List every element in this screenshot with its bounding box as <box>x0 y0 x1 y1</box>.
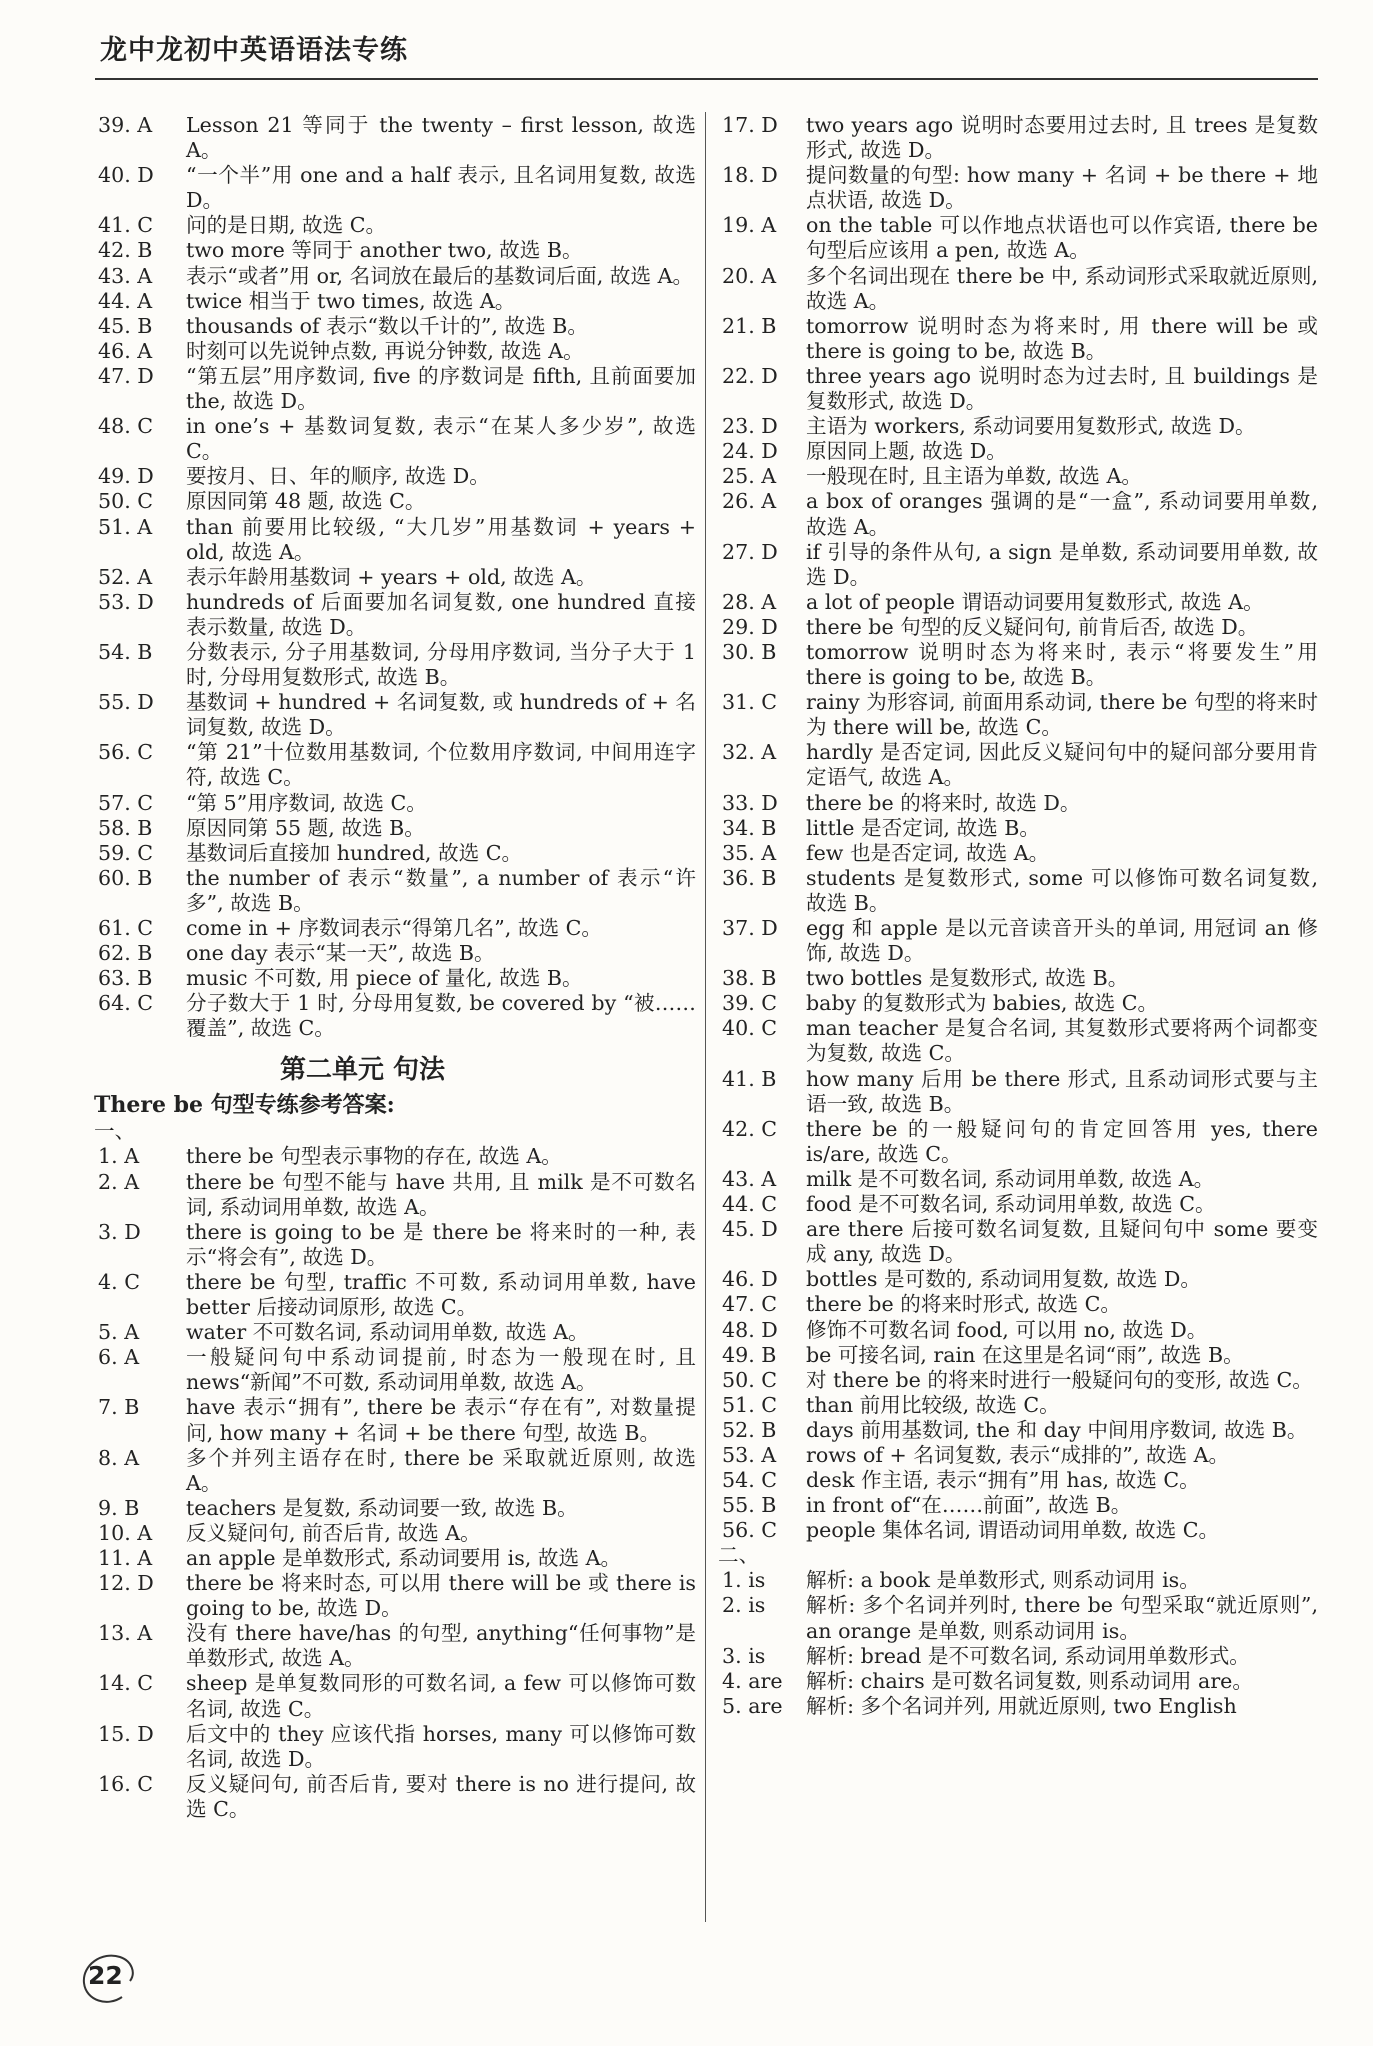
answer-number: 49. D <box>98 464 154 489</box>
answer-number: 45. D <box>722 1217 778 1242</box>
answer-item <box>722 1468 1318 1493</box>
answer-number: 62. B <box>98 941 153 966</box>
answer-number: 56. C <box>722 1518 778 1543</box>
answer-number: 33. D <box>722 790 778 815</box>
page-number: 22 <box>88 1961 123 1990</box>
answer-explanation: people 集体名词, 谓语动词用单数, 故选 C。 <box>806 1518 1220 1543</box>
answer-explanation: little 是否定词, 故选 B。 <box>806 815 1040 840</box>
answer-explanation: there be 句型, traffic 不可数, 系动词用单数, have better 后接动词原形, 故选 C。 <box>186 1269 696 1320</box>
answer-explanation: than 前用比较级, 故选 C。 <box>806 1392 1060 1417</box>
answer-explanation: 原因同第 55 题, 故选 B。 <box>186 815 425 840</box>
answer-number: 51. C <box>722 1392 778 1417</box>
answer-item <box>98 1144 696 1169</box>
answer-explanation: in front of“在……前面”, 故选 B。 <box>806 1493 1132 1518</box>
answer-number: 12. D <box>98 1571 154 1596</box>
answer-number: 60. B <box>98 865 153 890</box>
answer-item <box>722 1644 1318 1669</box>
answer-item <box>98 565 696 590</box>
answer-item <box>98 464 696 489</box>
answer-explanation: 解析: bread 是不可数名词, 系动词用单数形式。 <box>806 1643 1250 1668</box>
answer-number: 51. A <box>98 514 153 539</box>
answer-list-part-one <box>98 1144 696 1822</box>
book-title: 龙中龙初中英语语法专练 <box>100 35 408 66</box>
answer-explanation: rows of + 名词复数, 表示“成排的”, 故选 A。 <box>806 1442 1230 1467</box>
answer-number: 2. is <box>722 1593 766 1618</box>
answer-item <box>722 1217 1318 1267</box>
answer-number: 47. D <box>98 363 154 388</box>
answer-explanation: a box of oranges 强调的是“一盒”, 系动词要用单数, 故选 A。 <box>806 489 1318 539</box>
answer-list-part-two <box>722 1568 1318 1719</box>
answer-explanation: two bottles 是复数形式, 故选 B。 <box>806 966 1129 991</box>
answer-number: 29. D <box>722 614 778 639</box>
answer-explanation: rainy 为形容词, 前面用系动词, there be 句型的将来时为 there will be, 故选 C。 <box>806 690 1318 740</box>
answer-number: 31. C <box>722 690 778 715</box>
answer-number: 39. A <box>98 113 153 137</box>
answer-item <box>722 816 1318 841</box>
answer-item <box>722 1393 1318 1418</box>
answer-item <box>722 1518 1318 1543</box>
answer-item <box>98 1571 696 1621</box>
answer-number: 50. C <box>722 1367 778 1392</box>
answer-explanation: teachers 是复数, 系动词要一致, 故选 B。 <box>186 1495 578 1520</box>
answer-explanation: 分子数大于 1 时, 分母用复数, be covered by “被……覆盖”, 故选 C。 <box>186 991 696 1041</box>
answer-explanation: “第五层”用序数词, five 的序数词是 fifth, 且前面要加 the, 故选 D。 <box>186 363 696 414</box>
answer-number: 22. D <box>722 363 778 388</box>
answer-explanation: 问的是日期, 故选 C。 <box>186 213 387 238</box>
answer-explanation: sheep 是单复数同形的可数名词, a few 可以修饰可数名词, 故选 C。 <box>186 1671 696 1721</box>
answer-item <box>722 615 1318 640</box>
answer-number: 26. A <box>722 489 777 514</box>
answer-explanation: how many 后用 be there 形式, 且系动词形式要与主语一致, 故选 B。 <box>806 1066 1318 1116</box>
answer-number: 48. D <box>722 1317 778 1342</box>
answer-number: 54. B <box>98 639 153 664</box>
answer-explanation: 提问数量的句型: how many + 名词 + be there + 地点状语, 故选 D。 <box>806 163 1318 213</box>
answer-item <box>722 439 1318 464</box>
answer-item <box>98 213 696 238</box>
answer-item <box>98 740 696 790</box>
answer-number: 39. C <box>722 991 778 1016</box>
page-number-badge <box>80 1945 150 2009</box>
answer-number: 45. B <box>98 313 153 338</box>
answer-number: 38. B <box>722 966 777 991</box>
answer-item <box>722 916 1318 966</box>
answer-item <box>722 1568 1318 1593</box>
answer-explanation: 基数词后直接加 hundred, 故选 C。 <box>186 840 523 865</box>
answer-number: 43. A <box>722 1166 777 1191</box>
answer-item <box>722 414 1318 439</box>
answer-explanation: few 也是否定词, 故选 A。 <box>806 840 1050 865</box>
answer-item <box>722 590 1318 615</box>
answer-explanation: 原因同上题, 故选 D。 <box>806 439 1007 464</box>
answer-item <box>722 1267 1318 1292</box>
answer-item <box>98 1345 696 1395</box>
answer-explanation: if 引导的条件从句, a sign 是单数, 系动词要用单数, 故选 D。 <box>806 539 1318 589</box>
answer-explanation: 分数表示, 分子用基数词, 分母用序数词, 当分子大于 1 时, 分母用复数形式, 故选 B。 <box>186 639 696 690</box>
answer-explanation: 表示“或者”用 or, 名词放在最后的基数词后面, 故选 A。 <box>186 263 694 288</box>
answer-explanation: 多个名词出现在 there be 中, 系动词形式采取就近原则, 故选 A。 <box>806 263 1318 313</box>
answer-explanation: bottles 是可数的, 系动词用复数, 故选 D。 <box>806 1267 1201 1292</box>
answer-item <box>722 364 1318 414</box>
header-rule <box>95 78 1318 80</box>
answer-explanation: 多个并列主语存在时, there be 采取就近原则, 故选 A。 <box>186 1445 696 1495</box>
answer-explanation: thousands of 表示“数以千计的”, 故选 B。 <box>186 313 588 338</box>
answer-explanation: the number of 表示“数量”, a number of 表示“许多”, 故选 B。 <box>186 865 696 915</box>
answer-item <box>98 966 696 991</box>
answer-number: 53. D <box>98 589 154 614</box>
answer-number: 1. is <box>722 1568 766 1593</box>
answer-explanation: “一个半”用 one and a half 表示, 且名词用复数, 故选 D。 <box>186 163 696 213</box>
answer-explanation: there be 句型的反义疑问句, 前肯后否, 故选 D。 <box>806 614 1259 639</box>
answer-item <box>722 1593 1318 1643</box>
unit-title: 第二单元 句法 <box>280 1055 446 1086</box>
answer-explanation: 一般现在时, 且主语为单数, 故选 A。 <box>806 464 1142 489</box>
answer-item <box>98 916 696 941</box>
answer-explanation: 反义疑问句, 前否后肯, 故选 A。 <box>186 1520 481 1545</box>
answer-item <box>98 1395 696 1445</box>
answer-number: 61. C <box>98 916 154 940</box>
answer-explanation: days 前用基数词, the 和 day 中间用序数词, 故选 B。 <box>806 1417 1308 1442</box>
answer-item <box>98 1220 696 1270</box>
answer-item <box>722 1318 1318 1343</box>
answer-number: 11. A <box>98 1545 153 1570</box>
answer-item <box>722 1694 1318 1719</box>
answer-explanation: Lesson 21 等同于 the twenty – first lesson, 故选 A。 <box>186 113 696 163</box>
answer-number: 15. D <box>98 1721 154 1746</box>
section-subtitle: There be 句型专练参考答案: <box>94 1092 395 1119</box>
answer-item <box>722 113 1318 163</box>
answer-item <box>98 489 696 514</box>
answer-item <box>98 238 696 263</box>
answer-number: 13. A <box>98 1621 153 1646</box>
answer-item <box>722 1192 1318 1217</box>
answer-number: 1. A <box>98 1144 140 1169</box>
answer-item <box>722 1443 1318 1468</box>
answer-number: 47. C <box>722 1292 778 1317</box>
answer-item <box>722 163 1318 213</box>
answer-explanation: 解析: chairs 是可数名词复数, 则系动词用 are。 <box>806 1668 1253 1693</box>
answer-item <box>722 841 1318 866</box>
answer-number: 42. B <box>98 238 153 263</box>
answer-explanation: 基数词 + hundred + 名词复数, 或 hundreds of + 名词复数, 故选 D。 <box>186 690 696 740</box>
answer-item <box>722 1669 1318 1694</box>
answer-list-unit1 <box>98 113 696 1041</box>
answer-explanation: a lot of people 谓语动词要用复数形式, 故选 A。 <box>806 589 1264 614</box>
answer-item <box>722 314 1318 364</box>
answer-number: 49. B <box>722 1342 777 1367</box>
answer-number: 18. D <box>722 163 778 188</box>
answer-number: 58. B <box>98 815 153 840</box>
answer-number: 9. B <box>98 1495 140 1520</box>
answer-explanation: there be 句型不能与 have 共用, 且 milk 是不可数名词, 系动词用单数, 故选 A。 <box>186 1169 696 1219</box>
answer-explanation: tomorrow 说明时态为将来时, 用 there will be 或 there is going to be, 故选 B。 <box>806 313 1318 363</box>
answer-item <box>98 1671 696 1721</box>
answer-item <box>98 1270 696 1320</box>
answer-number: 63. B <box>98 966 153 991</box>
answer-item <box>722 1418 1318 1443</box>
answer-item <box>722 264 1318 314</box>
answer-explanation: are there 后接可数名词复数, 且疑问句中 some 要变成 any, 故选 D。 <box>806 1217 1318 1267</box>
answer-item <box>722 1167 1318 1192</box>
answer-explanation: 修饰不可数名词 food, 可以用 no, 故选 D。 <box>806 1317 1208 1342</box>
answer-item <box>98 791 696 816</box>
answer-explanation: tomorrow 说明时态为将来时, 表示“将要发生”用 there is going to be, 故选 B。 <box>806 639 1318 690</box>
answer-item <box>98 1446 696 1496</box>
answer-number: 41. C <box>98 213 154 238</box>
answer-explanation: “第 21”十位数用基数词, 个位数用序数词, 中间用连字符, 故选 C。 <box>186 740 696 790</box>
answer-item <box>98 590 696 640</box>
answer-item <box>722 991 1318 1016</box>
answer-number: 5. are <box>722 1693 783 1718</box>
answer-explanation: 要按月、日、年的顺序, 故选 D。 <box>186 464 490 489</box>
answer-number: 43. A <box>98 263 153 288</box>
answer-number: 14. C <box>98 1671 154 1696</box>
answer-item <box>98 991 696 1041</box>
answer-number: 40. D <box>98 163 154 188</box>
answer-explanation: have 表示“拥有”, there be 表示“存在有”, 对数量提问, how many + 名词 + be there 句型, 故选 B。 <box>186 1395 696 1445</box>
answer-explanation: food 是不可数名词, 系动词用单数, 故选 C。 <box>806 1192 1216 1217</box>
answer-item <box>98 339 696 364</box>
answer-number: 36. B <box>722 865 777 890</box>
answer-item <box>98 941 696 966</box>
answer-number: 32. A <box>722 740 777 765</box>
answer-item <box>722 690 1318 740</box>
answer-number: 54. C <box>722 1468 778 1493</box>
answer-item <box>98 289 696 314</box>
answer-explanation: three years ago 说明时态为过去时, 且 buildings 是复数形式, 故选 D。 <box>806 363 1318 414</box>
answer-number: 42. C <box>722 1116 778 1141</box>
answer-explanation: come in + 序数词表示“得第几名”, 故选 C。 <box>186 916 602 940</box>
answer-number: 24. D <box>722 439 778 464</box>
answer-explanation: hundreds of 后面要加名词复数, one hundred 直接表示数量, 故选 D。 <box>186 589 696 639</box>
answer-number: 59. C <box>98 840 154 865</box>
answer-explanation: there be 将来时态, 可以用 there will be 或 there is going to be, 故选 D。 <box>186 1571 696 1621</box>
answer-list-part-one-cont <box>722 113 1318 1543</box>
answer-item <box>98 1546 696 1571</box>
left-column <box>94 113 696 1822</box>
answer-explanation: 主语为 workers, 系动词要用复数形式, 故选 D。 <box>806 414 1256 439</box>
answer-explanation: students 是复数形式, some 可以修饰可数名词复数, 故选 B。 <box>806 865 1318 915</box>
answer-explanation: be 可接名词, rain 在这里是名词“雨”, 故选 B。 <box>806 1342 1244 1367</box>
answer-item <box>98 816 696 841</box>
answer-explanation: two more 等同于 another two, 故选 B。 <box>186 238 583 263</box>
answer-number: 53. A <box>722 1442 777 1467</box>
answer-number: 35. A <box>722 840 777 865</box>
answer-number: 10. A <box>98 1520 153 1545</box>
answer-number: 55. D <box>98 690 154 715</box>
answer-explanation: 解析: a book 是单数形式, 则系动词用 is。 <box>806 1568 1200 1593</box>
answer-number: 16. C <box>98 1771 154 1796</box>
answer-explanation: there is going to be 是 there be 将来时的一种, 表示“将会有”, 故选 D。 <box>186 1219 696 1269</box>
answer-explanation: music 不可数, 用 piece of 量化, 故选 B。 <box>186 966 583 991</box>
answer-explanation: two years ago 说明时态要用过去时, 且 trees 是复数形式, 故选 D。 <box>806 113 1318 163</box>
answer-item <box>98 113 696 163</box>
answer-number: 4. C <box>98 1269 140 1294</box>
part-two-label: 二、 <box>718 1543 760 1568</box>
answer-item <box>98 1170 696 1220</box>
answer-item <box>722 740 1318 790</box>
answer-number: 19. A <box>722 213 777 238</box>
answer-number: 25. A <box>722 464 777 489</box>
answer-item <box>722 1343 1318 1368</box>
answer-explanation: there be 句型表示事物的存在, 故选 A。 <box>186 1144 562 1169</box>
answer-item <box>98 841 696 866</box>
answer-number: 52. B <box>722 1417 777 1442</box>
answer-item <box>98 866 696 916</box>
answer-explanation: 反义疑问句, 前否后肯, 要对 there is no 进行提问, 故选 C。 <box>186 1771 696 1821</box>
answer-number: 55. B <box>722 1493 777 1518</box>
answer-explanation: hardly 是否定词, 因此反义疑问句中的疑问部分要用肯定语气, 故选 A。 <box>806 740 1318 790</box>
answer-explanation: there be 的将来时, 故选 D。 <box>806 790 1081 815</box>
answer-item <box>722 1016 1318 1066</box>
answer-number: 52. A <box>98 564 153 589</box>
answer-number: 56. C <box>98 740 154 765</box>
answer-number: 34. B <box>722 815 777 840</box>
answer-item <box>98 1772 696 1822</box>
answer-item <box>98 515 696 565</box>
answer-item <box>98 1621 696 1671</box>
answer-item <box>98 1722 696 1772</box>
answer-explanation: 解析: 多个名词并列时, there be 句型采取“就近原则”, an orange 是单数, 则系动词用 is。 <box>806 1593 1318 1643</box>
answer-number: 8. A <box>98 1445 140 1470</box>
answer-number: 21. B <box>722 313 777 338</box>
answer-explanation: 原因同第 48 题, 故选 C。 <box>186 489 426 514</box>
answer-item <box>722 213 1318 263</box>
answer-number: 44. A <box>98 288 153 313</box>
answer-number: 30. B <box>722 639 777 664</box>
answer-item <box>98 1320 696 1345</box>
answer-item <box>722 1117 1318 1167</box>
answer-number: 46. D <box>722 1267 778 1292</box>
answer-number: 3. is <box>722 1643 766 1668</box>
answer-explanation: desk 作主语, 表示“拥有”用 has, 故选 C。 <box>806 1468 1200 1493</box>
answer-explanation: 表示年龄用基数词 + years + old, 故选 A。 <box>186 564 597 589</box>
answer-number: 46. A <box>98 338 153 363</box>
answer-number: 6. A <box>98 1345 140 1370</box>
answer-item <box>722 1292 1318 1317</box>
answer-number: 57. C <box>98 790 154 815</box>
answer-number: 7. B <box>98 1395 140 1420</box>
answer-number: 50. C <box>98 489 154 514</box>
answer-item <box>98 1521 696 1546</box>
answer-explanation: milk 是不可数名词, 系动词用单数, 故选 A。 <box>806 1166 1215 1191</box>
answer-explanation: one day 表示“某一天”, 故选 B。 <box>186 941 495 966</box>
answer-explanation: egg 和 apple 是以元音读音开头的单词, 用冠词 an 修饰, 故选 D。 <box>806 916 1318 966</box>
answer-number: 44. C <box>722 1192 778 1217</box>
answer-number: 17. D <box>722 113 778 137</box>
answer-number: 28. A <box>722 589 777 614</box>
answer-item <box>98 364 696 414</box>
answer-item <box>722 1368 1318 1393</box>
answer-item <box>722 489 1318 539</box>
answer-number: 3. D <box>98 1219 141 1244</box>
answer-item <box>98 264 696 289</box>
answer-explanation: than 前要用比较级, “大几岁”用基数词 + years + old, 故选 A。 <box>186 514 696 564</box>
answer-explanation: twice 相当于 two times, 故选 A。 <box>186 288 516 313</box>
answer-number: 2. A <box>98 1169 140 1194</box>
answer-item <box>98 690 696 740</box>
answer-item <box>722 540 1318 590</box>
answer-explanation: in one’s + 基数词复数, 表示“在某人多少岁”, 故选 C。 <box>186 414 696 464</box>
answer-item <box>722 1067 1318 1117</box>
answer-item <box>722 464 1318 489</box>
answer-number: 27. D <box>722 539 778 564</box>
answer-explanation: 解析: 多个名词并列, 用就近原则, two English <box>806 1693 1237 1718</box>
answer-explanation: there be 的将来时形式, 故选 C。 <box>806 1292 1121 1317</box>
answer-number: 23. D <box>722 414 778 439</box>
answer-number: 41. B <box>722 1066 777 1091</box>
answer-number: 4. are <box>722 1668 783 1693</box>
answer-explanation: man teacher 是复合名词, 其复数形式要将两个词都变为复数, 故选 C。 <box>806 1016 1318 1066</box>
answer-item <box>722 1493 1318 1518</box>
answer-item <box>722 640 1318 690</box>
part-one-label: 一、 <box>94 1119 136 1144</box>
answer-number: 48. C <box>98 414 154 439</box>
answer-explanation: baby 的复数形式为 babies, 故选 C。 <box>806 991 1159 1016</box>
answer-explanation: 时刻可以先说钟点数, 再说分钟数, 故选 A。 <box>186 338 584 363</box>
answer-explanation: 一般疑问句中系动词提前, 时态为一般现在时, 且 news“新闻”不可数, 系动词用单数, 故选 A。 <box>186 1345 696 1395</box>
answer-explanation: on the table 可以作地点状语也可以作宾语, there be 句型后应该用 a pen, 故选 A。 <box>806 213 1318 263</box>
answer-explanation: “第 5”用序数词, 故选 C。 <box>186 790 427 815</box>
answer-explanation: water 不可数名词, 系动词用单数, 故选 A。 <box>186 1320 589 1345</box>
answer-explanation: an apple 是单数形式, 系动词要用 is, 故选 A。 <box>186 1545 622 1570</box>
answer-number: 37. D <box>722 916 778 940</box>
answer-item <box>722 866 1318 916</box>
answer-explanation: 没有 there have/has 的句型, anything“任何事物”是单数形式, 故选 A。 <box>186 1621 696 1671</box>
column-divider <box>705 112 706 1922</box>
answer-item <box>98 640 696 690</box>
answer-item <box>722 966 1318 991</box>
answer-number: 20. A <box>722 263 777 288</box>
answer-item <box>98 1496 696 1521</box>
answer-number: 40. C <box>722 1016 778 1041</box>
answer-item <box>722 791 1318 816</box>
answer-explanation: 对 there be 的将来时进行一般疑问句的变形, 故选 C。 <box>806 1367 1313 1392</box>
answer-item <box>98 414 696 464</box>
answer-number: 5. A <box>98 1320 140 1345</box>
answer-item <box>98 314 696 339</box>
answer-explanation: 后文中的 they 应该代指 horses, many 可以修饰可数名词, 故选 D。 <box>186 1721 696 1771</box>
right-column <box>718 113 1318 1719</box>
answer-item <box>98 163 696 213</box>
answer-number: 64. C <box>98 991 154 1016</box>
answer-explanation: there be 的一般疑问句的肯定回答用 yes, there is/are, 故选 C。 <box>806 1116 1318 1166</box>
